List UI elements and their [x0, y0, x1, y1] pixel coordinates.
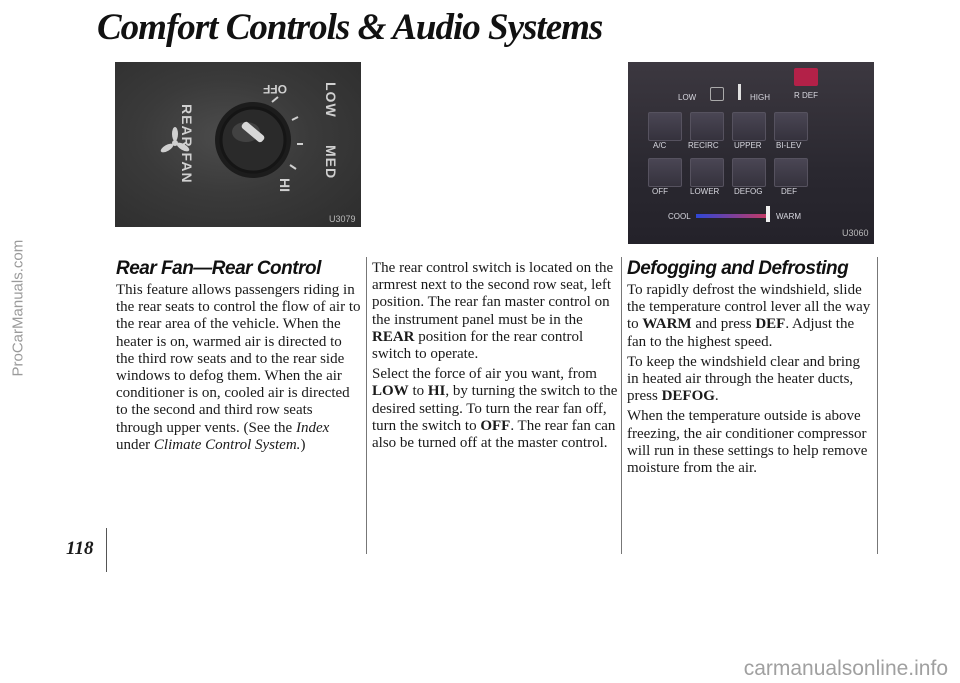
text-run: position for the rear control switch to operate. — [372, 328, 584, 363]
off-label: OFF — [652, 187, 668, 196]
text-run: This feature allows passengers riding in the rear seats to control the flow of air to the rear area of the vehicle. When the heater is on, warmed air is directed to the third row seats and to the rear side windows to defog them. When the air conditioner is on, cooled air is directed to the second and third row seats through upper vents. (See the — [116, 282, 361, 436]
rear-fan-heading: Rear Fan—Rear Control — [116, 258, 321, 279]
text-run: . Adjust the fan to the highest speed. — [627, 316, 855, 350]
ac-label: A/C — [653, 141, 667, 150]
bottom-watermark: carmanualsonline.info — [743, 657, 948, 680]
text-run: under — [116, 436, 154, 453]
defog-keyword: DEFOG — [661, 388, 715, 405]
defog-body — [627, 282, 873, 477]
recirc-label: RECIRC — [688, 141, 719, 150]
ac-button — [648, 112, 682, 141]
low-label: LOW — [323, 82, 339, 118]
defog-paragraph-3: When the temperature outside is above freezing, the air conditioner compressor will run in these settings to help remove moisture from the air. — [627, 408, 868, 477]
def-button — [774, 158, 808, 187]
rear-fan-control-photo — [115, 62, 361, 227]
def-keyword: DEF — [755, 316, 786, 333]
page-title: Comfort Controls & Audio Systems — [97, 7, 603, 48]
off-button — [648, 158, 682, 187]
image-code-left: U3079 — [329, 214, 356, 224]
text-run: , by turning the switch to the desired setting. To turn the rear fan off, turn the switch to — [372, 383, 618, 434]
index-reference: Index — [295, 419, 330, 436]
text-run: Select the force of air you want, from — [372, 366, 597, 383]
text-run: ) — [300, 436, 306, 453]
fan-low-label: LOW — [678, 93, 697, 102]
text-run: to — [408, 383, 428, 400]
rear-fan-body — [116, 282, 362, 454]
hi-label: HI — [277, 178, 293, 192]
text-run: The rear control switch is located on the armrest next to the second row seat, left position. The rear fan master control on the instrument panel must be in the — [372, 260, 614, 328]
defog-button — [732, 158, 766, 187]
upper-button — [732, 112, 766, 141]
climate-control-reference: Climate Control System. — [153, 436, 301, 453]
fan-high-label: HIGH — [750, 93, 770, 102]
column-divider-3 — [877, 257, 878, 554]
defog-section — [627, 258, 873, 480]
off-keyword: OFF — [480, 417, 511, 434]
temperature-scale — [696, 214, 766, 218]
rear-fan-section — [116, 258, 362, 457]
text-run: . — [714, 388, 719, 405]
low-keyword: LOW — [372, 383, 409, 400]
upper-label: UPPER — [734, 141, 762, 150]
hi-keyword: HI — [427, 383, 446, 400]
rear-fan-label: REAR FAN — [179, 104, 195, 184]
rear-fan-paragraph — [116, 282, 362, 454]
column-divider-1 — [366, 257, 367, 554]
text-run: and press — [691, 316, 756, 333]
text-run: To keep the windshield clear and bring in heated air through the heater ducts, press — [627, 353, 861, 405]
text-run: . The rear fan can also be turned off at the master control. — [372, 417, 616, 452]
lower-label: LOWER — [690, 187, 720, 196]
page-number: 118 — [66, 538, 94, 559]
defog-paragraph-1 — [627, 282, 873, 351]
image-code-right: U3060 — [842, 228, 869, 238]
def-label: DEF — [781, 187, 797, 196]
defog-heading: Defogging and Defrosting — [627, 258, 849, 279]
climate-control-panel-photo — [628, 62, 874, 244]
rear-control-body — [372, 260, 618, 452]
fan-speed-slider — [738, 84, 741, 100]
column-divider-2 — [621, 257, 622, 554]
rear-control-section — [372, 260, 618, 455]
rear-keyword: REAR — [372, 328, 415, 345]
recirc-button — [690, 112, 724, 141]
lower-button — [690, 158, 724, 187]
rear-defrost-label: R DEF — [794, 91, 818, 100]
side-watermark: ProCarManuals.com — [9, 239, 27, 377]
warm-keyword: WARM — [642, 316, 692, 333]
defog-label: DEFOG — [734, 187, 763, 196]
text-run: To rapidly defrost the windshield, slide the temperature control lever all the way to — [627, 282, 871, 333]
defog-paragraph-2 — [627, 354, 873, 406]
cool-label: COOL — [668, 212, 691, 221]
warm-label: WARM — [776, 212, 802, 221]
bilevel-button — [774, 112, 808, 141]
page-number-divider — [106, 528, 107, 572]
bilevel-label: BI-LEV — [776, 141, 802, 150]
rear-control-paragraph-2 — [372, 366, 618, 452]
temperature-slider — [766, 206, 770, 222]
off-label: OFF — [263, 82, 287, 96]
rear-control-paragraph-1 — [372, 260, 618, 363]
rear-defrost-button — [794, 68, 818, 86]
med-label: MED — [323, 145, 339, 180]
fan-icon — [710, 87, 724, 101]
